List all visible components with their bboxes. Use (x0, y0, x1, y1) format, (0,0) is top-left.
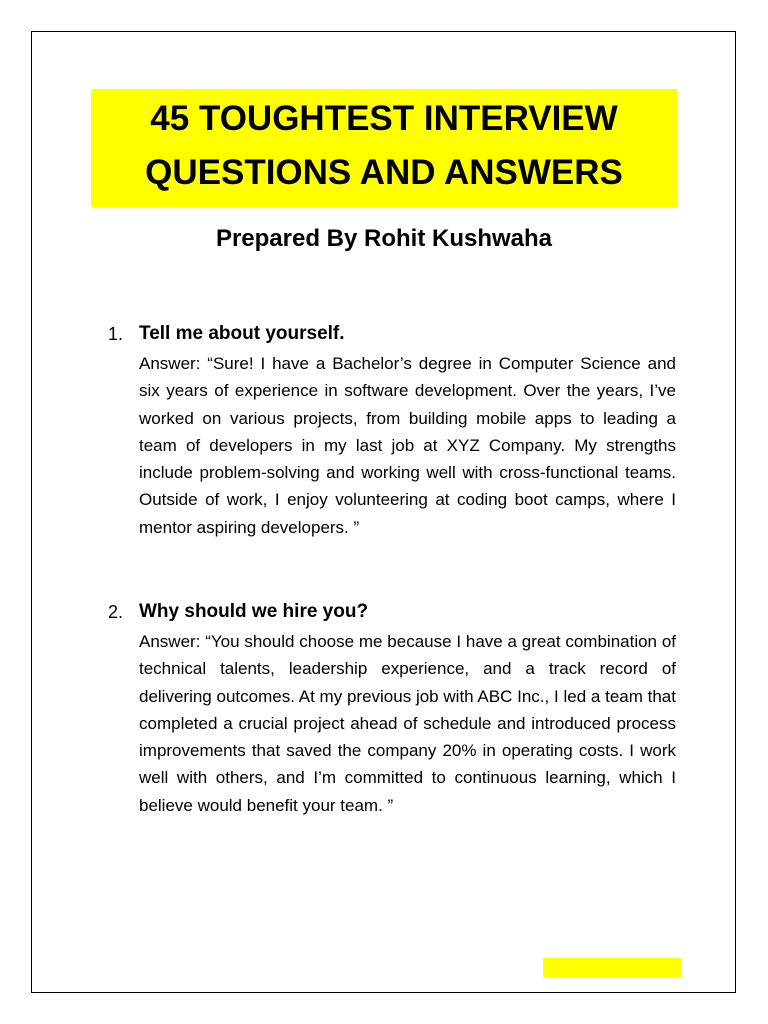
title-highlight (91, 89, 677, 207)
title-line-2: QUESTIONS AND ANSWERS (145, 153, 623, 192)
question-number: 1. (108, 324, 124, 344)
answer-text: Answer: “You should choose me because I have a great combination of technical talents, leadership experience, and a track record of delivering outcomes. At my previous job with ABC Inc., I led a team that completed a crucial project ahead of schedule and introduced process improvements that saved the company 20% in operating costs. I work well with others, and I’m committed to continuous learning, which I believe would benefit your team. ” (139, 632, 676, 815)
question-heading (108, 318, 678, 350)
author-subtitle: Prepared By Rohit Kushwaha (215, 225, 553, 252)
answer-text: Answer: “Sure! I have a Bachelor’s degree in Computer Science and six years of experience in software development. Over the years, I’ve worked on various projects, from building mobile apps to leading a team of developers in my last job at XYZ Company. My strengths include problem-solving and working well with cross-functional teams. Outside of work, I enjoy volunteering at coding boot camps, where I mentor aspiring developers. ” (139, 354, 676, 537)
question-heading (108, 596, 678, 628)
question-text: Tell me about yourself. (139, 323, 345, 344)
question-item-2 (108, 596, 678, 819)
footer-highlight-bar (543, 958, 681, 977)
question-item-1 (108, 318, 678, 541)
question-number: 2. (108, 602, 124, 622)
title-line-1: 45 TOUGHTEST INTERVIEW (150, 99, 618, 138)
question-text: Why should we hire you? (139, 601, 369, 622)
